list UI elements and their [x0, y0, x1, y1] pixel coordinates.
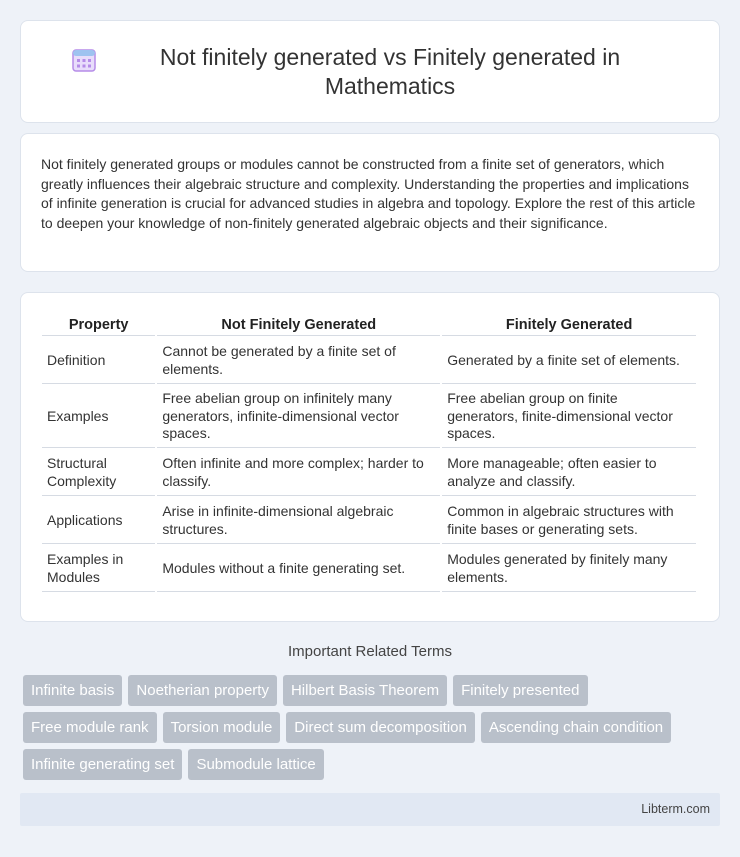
- tag-finitely-presented[interactable]: Finitely presented: [453, 675, 587, 706]
- table-header-row: [42, 313, 696, 336]
- calendar-icon: [70, 46, 98, 74]
- tag-noetherian-property[interactable]: Noetherian property: [128, 675, 277, 706]
- tag-infinite-basis[interactable]: Infinite basis: [23, 675, 122, 706]
- intro-paragraph: Not finitely generated groups or modules cannot be constructed from a finite set of generators, which greatly influences their algebraic structure and complexity. Understanding the properties and implications of infinite generation is crucial for advanced studies in algebra and topology. Explore the rest of this article to deepen your knowledge of non-finitely generated algebraic objects and their significance.: [41, 156, 696, 231]
- footer-site-link[interactable]: Libterm.com: [641, 802, 710, 816]
- row-not-finitely-generated: Arise in infinite-dimensional algebraic structures.: [157, 498, 440, 544]
- table-row: [42, 546, 696, 592]
- tag-ascending-chain-condition[interactable]: Ascending chain condition: [481, 712, 671, 743]
- footer: [20, 793, 720, 826]
- row-finitely-generated: More manageable; often easier to analyze and classify.: [442, 450, 696, 496]
- tag-infinite-generating-set[interactable]: Infinite generating set: [23, 749, 182, 780]
- tag-submodule-lattice[interactable]: Submodule lattice: [188, 749, 323, 780]
- header-not-finitely-generated: Not Finitely Generated: [157, 313, 440, 336]
- related-terms-heading: Important Related Terms: [288, 643, 452, 660]
- row-finitely-generated: Common in algebraic structures with finite bases or generating sets.: [442, 498, 696, 544]
- tag-free-module-rank[interactable]: Free module rank: [23, 712, 157, 743]
- table-row: [42, 338, 696, 384]
- comparison-table: [40, 311, 698, 594]
- related-terms-list: [23, 675, 723, 786]
- header-property: Property: [42, 313, 155, 336]
- page-title: Not finitely generated vs Finitely generated in Mathematics: [159, 43, 621, 99]
- row-finitely-generated: Free abelian group on finite generators, finite-dimensional vector spaces.: [442, 386, 696, 448]
- title-card: [20, 20, 720, 123]
- tag-torsion-module[interactable]: Torsion module: [163, 712, 281, 743]
- tag-direct-sum-decomposition[interactable]: Direct sum decomposition: [286, 712, 475, 743]
- table-row: [42, 498, 696, 544]
- comparison-card: [20, 292, 720, 622]
- row-not-finitely-generated: Cannot be generated by a finite set of elements.: [157, 338, 440, 384]
- tag-hilbert-basis-theorem[interactable]: Hilbert Basis Theorem: [283, 675, 447, 706]
- row-finitely-generated: Generated by a finite set of elements.: [442, 338, 696, 384]
- row-property: Examples in Modules: [42, 546, 155, 592]
- table-row: [42, 386, 696, 448]
- row-property: Structural Complexity: [42, 450, 155, 496]
- row-property: Definition: [42, 338, 155, 384]
- row-not-finitely-generated: Modules without a finite generating set.: [157, 546, 440, 592]
- header-finitely-generated: Finitely Generated: [442, 313, 696, 336]
- row-not-finitely-generated: Often infinite and more complex; harder to classify.: [157, 450, 440, 496]
- row-property: Applications: [42, 498, 155, 544]
- title-container: [70, 43, 670, 101]
- table-row: [42, 450, 696, 496]
- intro-card: [20, 133, 720, 272]
- row-finitely-generated: Modules generated by finitely many elements.: [442, 546, 696, 592]
- row-property: Examples: [42, 386, 155, 448]
- row-not-finitely-generated: Free abelian group on infinitely many generators, infinite-dimensional vector spaces.: [157, 386, 440, 448]
